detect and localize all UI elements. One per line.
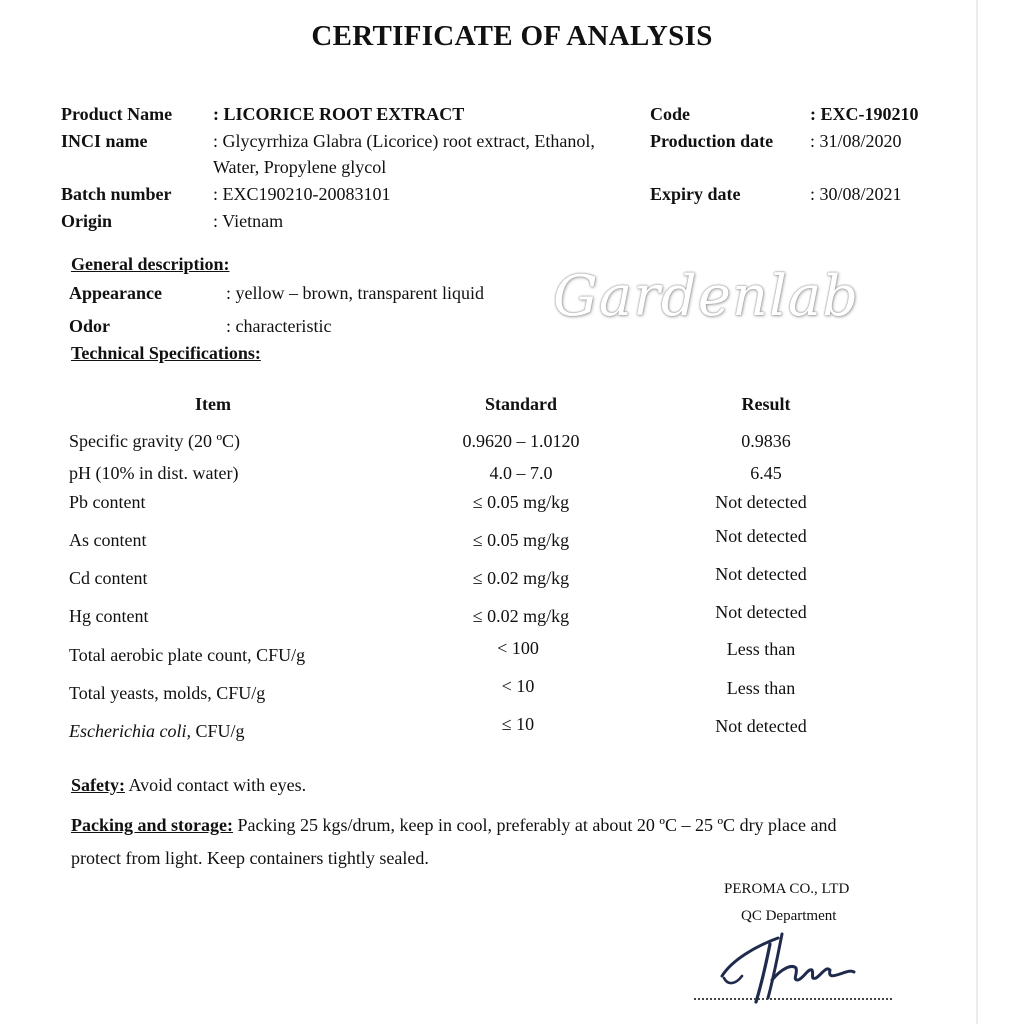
packing-line [71, 815, 837, 836]
table-row-result: Not detected [715, 526, 807, 546]
qc-department: QC Department [741, 908, 837, 924]
table-row-item: Specific gravity (20 ºC) [69, 431, 241, 451]
watermark-logo: Gardenlab [553, 264, 860, 329]
safety-line [71, 775, 306, 796]
code-label: Code [650, 104, 690, 124]
appearance-label: Appearance [69, 283, 162, 303]
column-header-item: Item [195, 394, 231, 414]
table-row-standard: < 100 [497, 638, 539, 658]
table-row-result: 0.9836 [741, 431, 791, 451]
table-row-result: Not detected [715, 716, 807, 736]
table-row-standard: 4.0 – 7.0 [489, 463, 553, 483]
packing-text-line1: Packing 25 kgs/drum, keep in cool, preferably at about 20 ºC – 25 ºC dry place and [233, 815, 837, 835]
document-title: CERTIFICATE OF ANALYSIS [311, 20, 713, 52]
table-row-result: Not detected [715, 564, 807, 584]
table-row-standard: 0.9620 – 1.0120 [462, 431, 580, 451]
table-row-item-italic: Escherichia coli, [69, 721, 191, 741]
inci-label: INCI name [61, 131, 148, 151]
origin-value: : Vietnam [213, 211, 284, 231]
page-edge [976, 0, 978, 1024]
odor-label: Odor [69, 316, 111, 336]
safety-text: Avoid contact with eyes. [124, 775, 307, 795]
product-name-value: : LICORICE ROOT EXTRACT [213, 104, 465, 124]
table-row-item: Hg content [69, 606, 149, 626]
technical-specifications-heading: Technical Specifications: [71, 343, 261, 363]
table-row-item: Total aerobic plate count, CFU/g [69, 645, 306, 665]
table-row-item: Total yeasts, molds, CFU/g [69, 683, 266, 703]
table-row-standard: ≤ 0.05 mg/kg [472, 530, 570, 550]
table-row-standard: ≤ 0.05 mg/kg [472, 492, 570, 512]
expiry-date-label: Expiry date [650, 184, 741, 204]
odor-value: : characteristic [226, 316, 332, 336]
table-row-item [69, 721, 245, 742]
table-row-standard: < 10 [501, 676, 535, 696]
table-row-result: Less than [726, 639, 796, 659]
column-header-standard: Standard [484, 394, 558, 414]
packing-text-line2: protect from light. Keep containers tightly sealed. [71, 848, 429, 868]
batch-label: Batch number [61, 184, 172, 204]
expiry-date-value: : 30/08/2021 [810, 184, 902, 204]
table-row-item: Pb content [69, 492, 146, 512]
general-description-heading: General description: [71, 254, 230, 274]
company-name: PEROMA CO., LTD [724, 881, 850, 897]
safety-label: Safety: [71, 775, 125, 795]
origin-label: Origin [61, 211, 113, 231]
table-row-result: Not detected [715, 492, 807, 512]
product-name-label: Product Name [61, 104, 173, 124]
inci-value-line2: Water, Propylene glycol [213, 157, 387, 177]
table-row-item: Cd content [69, 568, 148, 588]
table-row-item: pH (10% in dist. water) [69, 463, 239, 483]
table-row-item: As content [69, 530, 147, 550]
table-row-item-rest: CFU/g [190, 721, 245, 741]
table-row-standard: ≤ 0.02 mg/kg [472, 606, 570, 626]
batch-value: : EXC190210-20083101 [213, 184, 391, 204]
production-date-value: : 31/08/2020 [810, 131, 902, 151]
signature-line [694, 992, 892, 1000]
table-row-result: 6.45 [750, 463, 782, 483]
packing-label: Packing and storage: [71, 815, 233, 835]
table-row-result: Not detected [715, 602, 807, 622]
production-date-label: Production date [650, 131, 774, 151]
inci-value-line1: : Glycyrrhiza Glabra (Licorice) root extract, Ethanol, [213, 131, 595, 151]
column-header-result: Result [741, 394, 791, 414]
table-row-standard: ≤ 10 [501, 714, 535, 734]
table-row-result: Less than [726, 678, 796, 698]
code-value: : EXC-190210 [810, 104, 919, 124]
appearance-value: : yellow – brown, transparent liquid [226, 283, 484, 303]
table-row-standard: ≤ 0.02 mg/kg [472, 568, 570, 588]
